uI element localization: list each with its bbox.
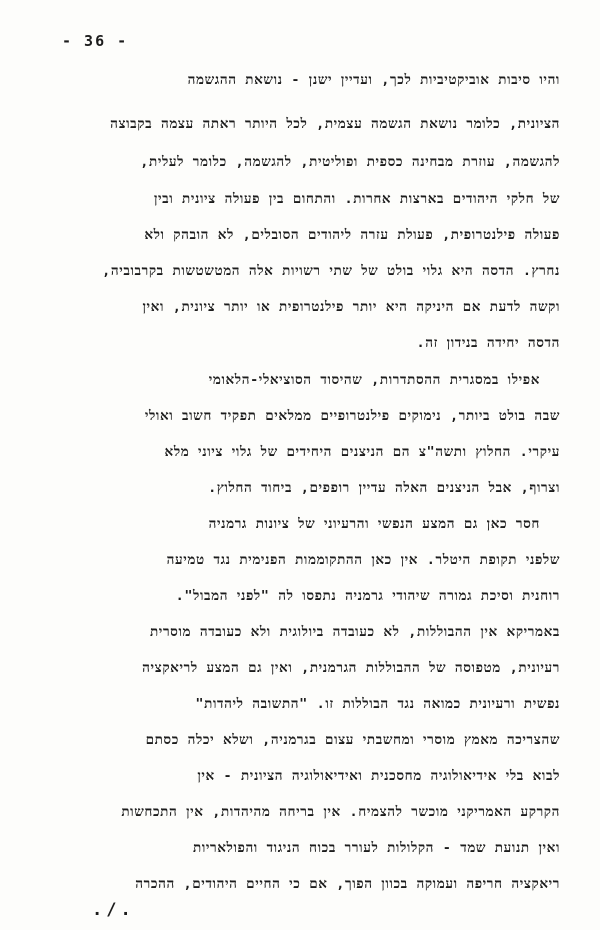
paragraph-2-line-4: וצרוף, אבל הניצנים האלה עדיין רופפים, ביחוד החלוץ. xyxy=(208,480,560,496)
paragraph-3-line-8: לבוא בלי אידיאולוגיה מחסכנית ואידיאולוגיה הציונית - אין xyxy=(197,768,560,784)
continuation-mark: ./. xyxy=(92,900,135,920)
paragraph-1-line-8: הדסה יחידה בנידון זה. xyxy=(416,335,560,351)
paragraph-3-line-1: חסר כאן גם המצע הנפשי והרעיוני של ציונות גרמניה xyxy=(208,516,540,532)
paragraph-3-line-11: ריאקציה חריפה ועמוקה בכוון הפוך, אם כי החיים היהודים, ההכרה xyxy=(135,876,560,892)
paragraph-3-line-6: נפשית ורעיונית כמואה נגד הבוללות זו. "התשובה ליהדות" xyxy=(195,696,560,712)
paragraph-3-line-9: הקרקע האמריקני מוכשר להצמיח. אין בריחה מהיהדות, אין התכחשות xyxy=(121,804,560,820)
paragraph-3-line-2: שלפני תקופת היטלר. אין כאן ההתקוממות הפנימית נגד טמיעה xyxy=(166,552,560,568)
paragraph-1-line-1: והיו סיבות אוביקטיביות לכך, ועדיין ישנן - נושאת ההגשמה xyxy=(187,72,560,88)
paragraph-3-line-4: באמריקא אין ההבוללות, לא כעובדה ביולוגית ולא כעובדה מוסרית xyxy=(149,624,560,640)
paragraph-3-line-7: שהצריכה מאמץ מוסרי ומחשבתי עצום בגרמניה, ושלא יכלה כסתם xyxy=(145,732,560,748)
paragraph-3-line-3: רוחנית וסיכת גמורה שיהודי גרמניה נתפסו לה "לפני המבול". xyxy=(175,588,560,604)
paragraph-2-line-2: שבה בולט ביותר, נימוקים פילנטרופיים ממלאים תפקיד חשוב ואולי xyxy=(144,408,560,424)
paragraph-3-line-5: רעיונית, מטפוסה של ההבוללות הגרמנית, ואין גם המצע לריאקציה xyxy=(142,660,560,676)
paragraph-1-line-4: של חלקי היהודים בארצות אחרות. והתחום בין פעולה ציונית ובין xyxy=(153,191,560,207)
page-number: - 36 - xyxy=(62,32,129,50)
paragraph-1-line-7: וקשה לדעת אם היניקה היא יותר פילנטרופית או יותר ציונית, ואין xyxy=(142,299,560,315)
paragraph-1-line-6: נחרץ. הדסה היא גלוי בולט של שתי רשויות אלה המטשטשות בקרבוביה, xyxy=(102,263,560,279)
paragraph-2-line-3: עיקרי. החלוץ ותשה"צ הם הניצנים היחידים של גלוי ציוני מלא xyxy=(164,444,560,460)
paragraph-1-line-5: פעולה פילנטרופית, פעולת עזרה ליהודים הסובלים, לא הובהק ולא xyxy=(144,227,560,243)
paragraph-2-line-1: אפילו במסגרית ההסתדרות, שהיסוד הסוציאלי-הלאומי xyxy=(208,372,540,388)
paragraph-3-line-10: ואין תנועת שמד - הקלולות לעורר בכוח הניגוד והפולאריות xyxy=(193,840,560,856)
paragraph-1-line-3: להגשמה, עוזרת מבחינה כספית ופוליטית, להגשמה, כלומר לעלית, xyxy=(140,154,560,170)
paragraph-1-line-2: הציונית, כלומר נושאת הגשמה עצמית, לכל היותר ראתה עצמה בקבוצה xyxy=(110,116,560,132)
